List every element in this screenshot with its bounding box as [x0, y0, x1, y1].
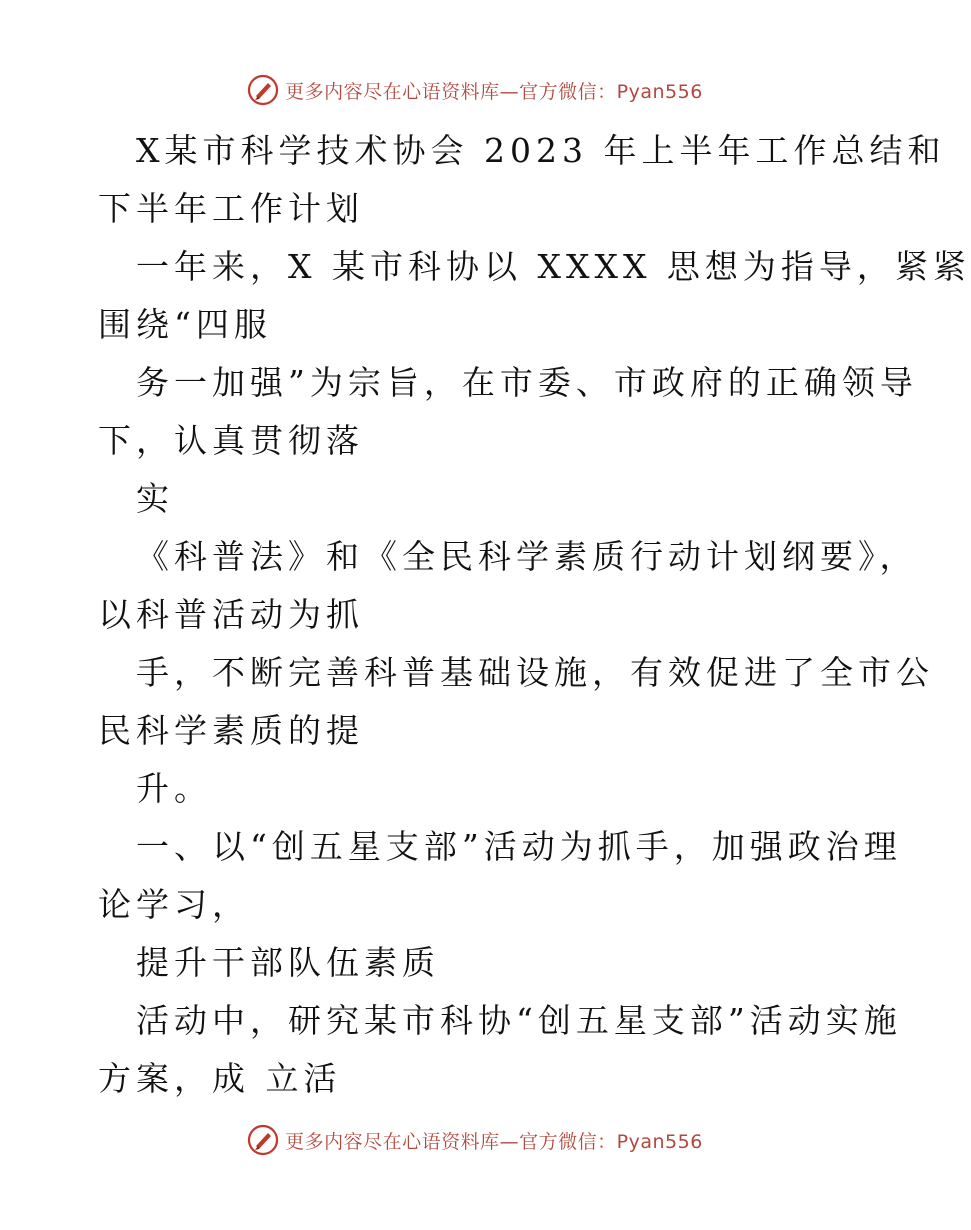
doc-line: 升。 — [136, 769, 212, 808]
doc-line: 围绕“四服 — [98, 305, 272, 344]
doc-line: 以科普活动为抓 — [98, 595, 364, 634]
header-watermark-banner — [0, 70, 950, 110]
doc-line: 提升干部队伍素质 — [136, 943, 440, 982]
doc-line: 民科学素质的提 — [98, 711, 364, 750]
pen-logo-icon — [247, 1124, 279, 1156]
doc-line: 务一加强”为宗旨，在市委、市政府的正确领导 — [136, 363, 918, 402]
doc-line: 实 — [136, 479, 174, 518]
footer-watermark-banner — [0, 1120, 950, 1160]
footer-banner-text: 更多内容尽在心语资料库—官方微信：Pyan556 — [285, 1130, 703, 1153]
doc-line: 下半年工作计划 — [98, 189, 364, 228]
doc-line: 下，认真贯彻落 — [98, 421, 364, 460]
doc-line: 论学习， — [98, 885, 250, 924]
doc-line: 《科普法》和《全民科学素质行动计划纲要》， — [136, 537, 918, 576]
header-banner-text: 更多内容尽在心语资料库—官方微信：Pyan556 — [285, 80, 703, 103]
doc-line: 活动中，研究某市科协“创五星支部”活动实施 — [136, 1001, 902, 1040]
pen-logo-icon — [247, 74, 279, 106]
doc-line: 一年来，X 某市科协以 XXXX 思想为指导，紧紧 — [136, 247, 971, 286]
doc-line: X某市科学技术协会 2023 年上半年工作总结和 — [136, 131, 946, 170]
doc-line: 手，不断完善科普基础设施，有效促进了全市公 — [136, 653, 934, 692]
document-body — [98, 122, 971, 1108]
doc-line: 方案，成 立活 — [98, 1059, 342, 1098]
doc-line: 一、以“创五星支部”活动为抓手，加强政治理 — [136, 827, 902, 866]
